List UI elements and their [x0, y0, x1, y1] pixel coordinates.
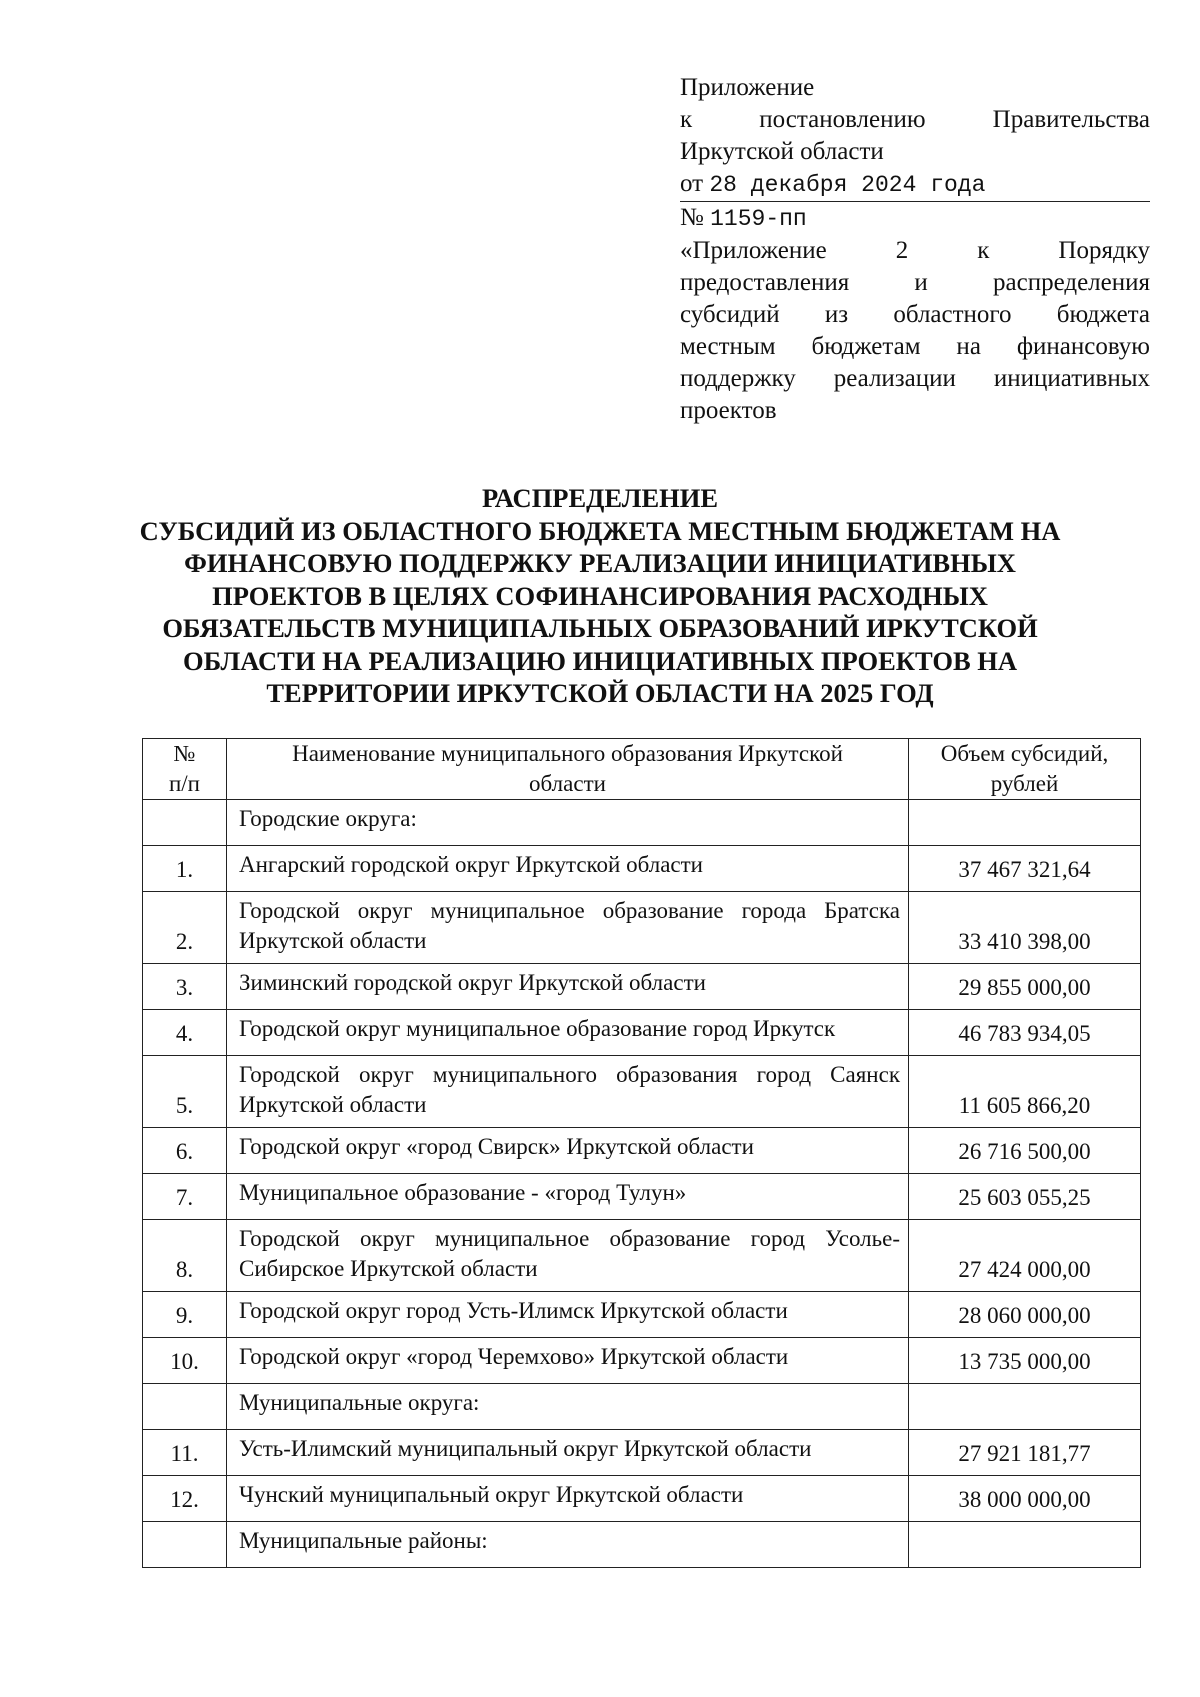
row-name: Усть-Илимский муниципальный округ Иркутской области — [227, 1430, 909, 1476]
appendix-decree-line: к постановлению Правительства — [680, 106, 1150, 133]
table-row — [143, 1430, 1141, 1476]
table-row — [143, 1174, 1141, 1220]
row-number: 7. — [143, 1174, 227, 1220]
row-number — [143, 800, 227, 846]
row-number — [143, 1384, 227, 1430]
table-row — [143, 892, 1141, 964]
row-number: 8. — [143, 1220, 227, 1292]
table-row — [143, 1220, 1141, 1292]
row-name: Зиминский городской округ Иркутской области — [227, 964, 909, 1010]
row-name: Городской округ «город Свирск» Иркутской области — [227, 1128, 909, 1174]
appendix-block — [680, 72, 1150, 427]
section-row — [143, 1384, 1141, 1430]
title-line: РАСПРЕДЕЛЕНИЕ — [481, 483, 719, 513]
row-name: Муниципальное образование - «город Тулун» — [227, 1174, 909, 1220]
row-number: 5. — [143, 1056, 227, 1128]
row-amount — [909, 800, 1141, 846]
section-row — [143, 800, 1141, 846]
header-num: № п/п — [143, 739, 227, 800]
row-number: 9. — [143, 1292, 227, 1338]
subsidy-table — [142, 738, 1141, 1568]
sub-appendix-line: «Приложение 2 к Порядку — [680, 237, 1150, 264]
row-amount: 46 783 934,05 — [909, 1010, 1141, 1056]
title-line: ТЕРРИТОРИИ ИРКУТСКОЙ ОБЛАСТИ НА 2025 ГОД — [266, 678, 934, 708]
appendix-label: Приложение — [680, 74, 815, 101]
row-amount — [909, 1384, 1141, 1430]
decree-number: № 1159-пп — [680, 204, 807, 232]
row-number: 6. — [143, 1128, 227, 1174]
row-number: 11. — [143, 1430, 227, 1476]
row-amount: 28 060 000,00 — [909, 1292, 1141, 1338]
row-name: Городской округ город Усть-Илимск Иркутской области — [227, 1292, 909, 1338]
row-amount — [909, 1522, 1141, 1568]
row-name: Городской округ муниципальное образование город Иркутск — [227, 1010, 909, 1056]
row-amount: 26 716 500,00 — [909, 1128, 1141, 1174]
header-name: Наименование муниципального образования Иркутской области — [227, 739, 909, 800]
decree-date: от 28 декабря 2024 года — [680, 168, 1150, 202]
row-name: Городской округ муниципальное образование города Братска Иркутской области — [227, 892, 909, 964]
row-name: Городские округа: — [227, 800, 909, 846]
row-name: Чунский муниципальный округ Иркутской области — [227, 1476, 909, 1522]
row-amount: 25 603 055,25 — [909, 1174, 1141, 1220]
row-number — [143, 1522, 227, 1568]
row-amount: 27 424 000,00 — [909, 1220, 1141, 1292]
table-row — [143, 846, 1141, 892]
row-number: 2. — [143, 892, 227, 964]
table-row — [143, 1056, 1141, 1128]
table-row — [143, 964, 1141, 1010]
header-amount: Объем субсидий, рублей — [909, 739, 1141, 800]
title-line: ОБЯЗАТЕЛЬСТВ МУНИЦИПАЛЬНЫХ ОБРАЗОВАНИЙ ИРКУТСКОЙ — [162, 613, 1038, 643]
row-amount: 38 000 000,00 — [909, 1476, 1141, 1522]
table-body — [143, 800, 1141, 1568]
row-amount: 37 467 321,64 — [909, 846, 1141, 892]
row-number: 12. — [143, 1476, 227, 1522]
sub-appendix-line: предоставления и распределения — [680, 269, 1150, 296]
table-row — [143, 1338, 1141, 1384]
decree-date-value: 28 декабря 2024 года — [709, 172, 986, 198]
row-name: Ангарский городской округ Иркутской области — [227, 846, 909, 892]
row-amount: 11 605 866,20 — [909, 1056, 1141, 1128]
row-amount: 29 855 000,00 — [909, 964, 1141, 1010]
table-row — [143, 1476, 1141, 1522]
row-name: Городской округ муниципального образования город Саянск Иркутской области — [227, 1056, 909, 1128]
row-amount: 27 921 181,77 — [909, 1430, 1141, 1476]
row-name: Муниципальные районы: — [227, 1522, 909, 1568]
sub-appendix-line: поддержку реализации инициативных — [680, 365, 1150, 392]
table-header-row — [143, 739, 1141, 800]
table-row — [143, 1128, 1141, 1174]
sub-appendix-line: субсидий из областного бюджета — [680, 301, 1150, 328]
title-line: ОБЛАСТИ НА РЕАЛИЗАЦИЮ ИНИЦИАТИВНЫХ ПРОЕКТОВ НА — [183, 645, 1017, 676]
document-title — [130, 482, 1070, 710]
sub-appendix-line: местным бюджетам на финансовую — [680, 333, 1150, 360]
row-name: Городской округ «город Черемхово» Иркутской области — [227, 1338, 909, 1384]
section-row — [143, 1522, 1141, 1568]
table-row — [143, 1010, 1141, 1056]
row-number: 4. — [143, 1010, 227, 1056]
row-number: 3. — [143, 964, 227, 1010]
appendix-region: Иркутской области — [680, 138, 884, 165]
row-amount: 33 410 398,00 — [909, 892, 1141, 964]
row-number: 1. — [143, 846, 227, 892]
title-line: СУБСИДИЙ ИЗ ОБЛАСТНОГО БЮДЖЕТА МЕСТНЫМ БЮДЖЕТАМ НА — [139, 515, 1061, 546]
row-name: Городской округ муниципальное образование город Усолье-Сибирское Иркутской области — [227, 1220, 909, 1292]
title-line: ФИНАНСОВУЮ ПОДДЕРЖКУ РЕАЛИЗАЦИИ ИНИЦИАТИВНЫХ — [184, 548, 1016, 578]
decree-number-value: 1159-пп — [710, 206, 807, 232]
table-row — [143, 1292, 1141, 1338]
sub-appendix-line: проектов — [680, 397, 777, 424]
title-line: ПРОЕКТОВ В ЦЕЛЯХ СОФИНАНСИРОВАНИЯ РАСХОДНЫХ — [212, 580, 988, 611]
row-amount: 13 735 000,00 — [909, 1338, 1141, 1384]
row-name: Муниципальные округа: — [227, 1384, 909, 1430]
row-number: 10. — [143, 1338, 227, 1384]
